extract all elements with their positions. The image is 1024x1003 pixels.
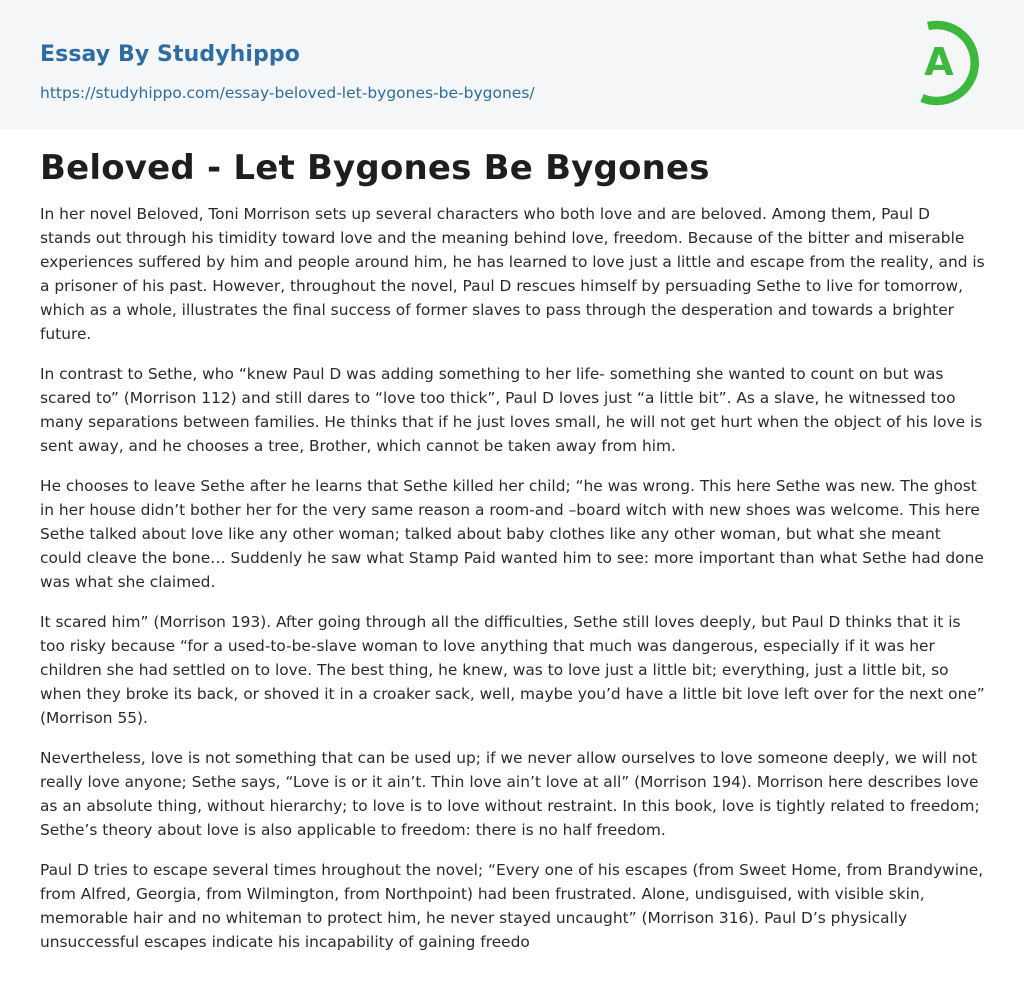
studyhippo-logo-icon[interactable] [908,18,988,106]
essay-paragraph: Paul D tries to escape several times hroughout the novel; “Every one of his escapes (from Sweet Home, from Brandywine, from Alfred, Georgia, from Wilmington, from Northpoint) had been frustrated. Alone, undisguised, with visible skin, memorable hair and no whiteman to protect him, he never stayed uncaught” (Morrison 316). Paul D’s physically unsuccessful escapes indicate his incapability of gaining freedo [40,861,984,951]
essay-content [40,144,985,970]
site-brand[interactable]: Essay By Studyhippo [40,42,300,67]
essay-paragraph: In contrast to Sethe, who “knew Paul D was adding something to her life- something she wanted to count on but was scared to” (Morrison 112) and still dares to “love too thick”, Paul D loves just “a little bit”. As a slave, he witnessed too many separations between families. He thinks that if he just loves small, he will not get hurt when the object of his love is sent away, and he chooses a tree, Brother, which cannot be taken away from him. [40,365,983,455]
site-header [0,0,1024,129]
logo-letter: A [924,40,954,84]
essay-paragraph: Nevertheless, love is not something that can be used up; if we never allow ourselves to love someone deeply, we will not really love anyone; Sethe says, “Love is or it ain’t. Thin love ain’t love at all” (Morrison 194). Morrison here describes love as an absolute thing, without hierarchy; to love is to love without restraint. In this book, love is tightly related to freedom; Sethe’s theory about love is also applicable to freedom: there is no half freedom. [40,749,980,839]
essay-url-link[interactable]: https://studyhippo.com/essay-beloved-let-bygones-be-bygones/ [40,84,535,102]
essay-title: Beloved - Let Bygones Be Bygones [40,148,710,188]
essay-paragraph: It scared him” (Morrison 193). After going through all the difficulties, Sethe still loves deeply, but Paul D thinks that it is too risky because “for a used-to-be-slave woman to love anything that much was dangerous, especially if it was her children she had settled on to love. The best thing, he knew, was to love just a little bit; everything, just a little bit, so when they broke its back, or shoved it in a croaker sack, well, maybe you’d have a little bit love left over for the next one” (Morrison 55). [40,613,985,727]
essay-paragraph: In her novel Beloved, Toni Morrison sets up several characters who both love and are beloved. Among them, Paul D stands out through his timidity toward love and the meaning behind love, freedom. Because of the bitter and miserable experiences suffered by him and people around him, he has learned to love just a little and escape from the reality, and is a prisoner of his past. However, throughout the novel, Paul D rescues himself by persuading Sethe to live for tomorrow, which as a whole, illustrates the final success of former slaves to pass through the desperation and towards a brighter future. [40,205,985,343]
essay-paragraph: He chooses to leave Sethe after he learns that Sethe killed her child; “he was wrong. This here Sethe was new. The ghost in her house didn’t bother her for the very same reason a room-and –board witch with new shoes was welcome. This here Sethe talked about love like any other woman; talked about baby clothes like any other woman, but what she meant could cleave the bone… Suddenly he saw what Stamp Paid wanted him to see: more important than what Sethe had done was what she claimed. [40,477,984,591]
